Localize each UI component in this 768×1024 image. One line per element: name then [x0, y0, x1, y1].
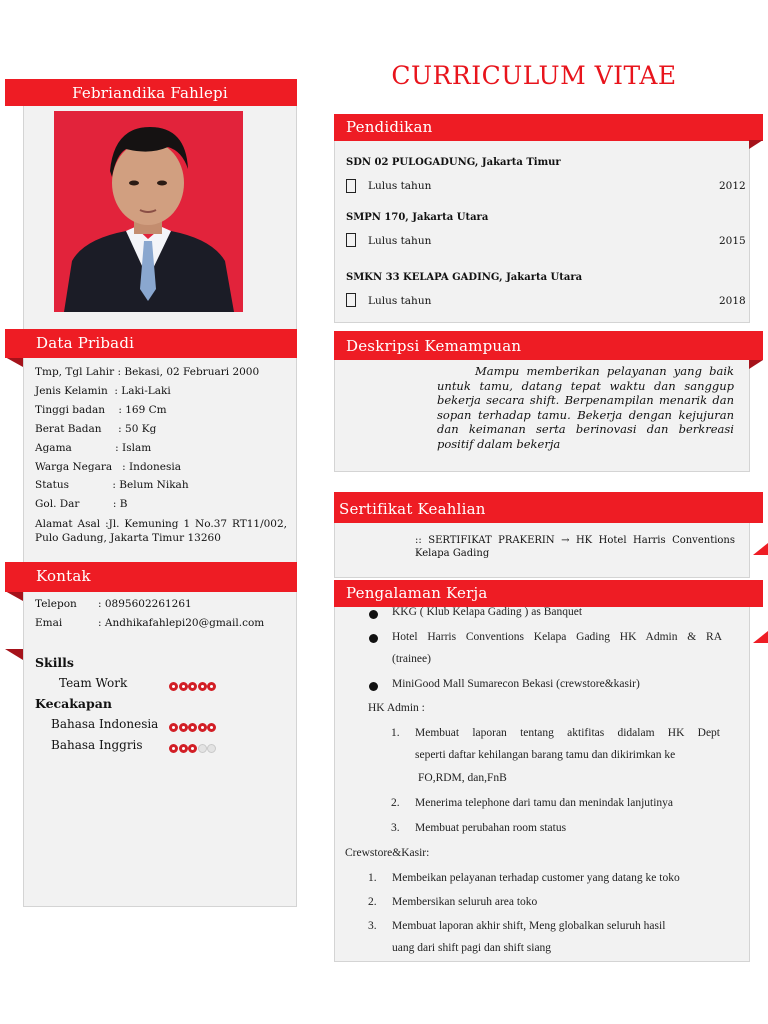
- graduation-label: Lulus tahun: [368, 180, 432, 192]
- hk-item-line: FO,RDM, dan,FnB: [418, 772, 507, 784]
- personal-row: Tinggi badan : 169 Cm: [35, 404, 167, 416]
- margin-fold: [5, 649, 23, 660]
- rating-star-icon: [179, 723, 188, 732]
- language-heading: Kecakapan: [35, 696, 112, 711]
- rating-star-icon: [188, 723, 197, 732]
- hk-admin-heading: HK Admin :: [368, 702, 425, 714]
- rating-star-icon: [198, 723, 207, 732]
- ribbon-fold: [749, 360, 763, 369]
- deskripsi-header: [334, 331, 763, 360]
- bullet-icon: [369, 634, 378, 643]
- rating-star-icon: [169, 682, 178, 691]
- address: Alamat Asal :Jl. Kemuning 1 No.37 RT11/002, Pulo Gadung, Jakarta Timur 13260: [35, 518, 287, 544]
- hk-item-line: Menerima telephone dari tamu dan menindak lanjutinya: [415, 797, 674, 809]
- personal-row: Agama : Islam: [35, 442, 152, 454]
- rating-star-icon: [198, 744, 207, 753]
- language-row: [51, 717, 271, 733]
- school-name: SMPN 170, Jakarta Utara: [346, 212, 489, 223]
- margin-fold: [753, 631, 768, 643]
- crew-item-line: Membuat laporan akhir shift, Meng globalkan seluruh hasil: [392, 920, 666, 932]
- margin-fold: [753, 543, 768, 555]
- experience-item: (trainee): [392, 653, 431, 665]
- personal-row: Warga Negara : Indonesia: [35, 461, 181, 473]
- pengalaman-header: [334, 580, 763, 607]
- bullet-icon: [369, 682, 378, 691]
- data-pribadi-title: Data Pribadi: [36, 334, 135, 352]
- skill-row: [59, 676, 259, 692]
- language-rating: [169, 719, 217, 737]
- rating-star-icon: [179, 744, 188, 753]
- language-name: Bahasa Indonesia: [51, 717, 159, 731]
- checkbox-icon: [346, 179, 356, 193]
- graduation-year: 2015: [719, 235, 746, 247]
- document-title: CURRICULUM VITAE: [391, 61, 677, 90]
- graduation-label: Lulus tahun: [368, 235, 432, 247]
- deskripsi-title: Deskripsi Kemampuan: [346, 337, 522, 355]
- sertifikat-title: Sertifikat Keahlian: [339, 500, 486, 518]
- graduation-year: 2018: [719, 295, 746, 307]
- pendidikan-title: Pendidikan: [346, 118, 433, 136]
- crew-item-line: uang dari shift pagi dan shift siang: [392, 942, 552, 954]
- bullet-icon: [369, 610, 378, 619]
- pendidikan-header: [334, 114, 763, 141]
- rating-star-icon: [188, 682, 197, 691]
- experience-item: KKG ( Klub Kelapa Gading ) as Banquet: [392, 606, 583, 618]
- person-portrait-icon: [54, 111, 243, 312]
- checkbox-icon: [346, 293, 356, 307]
- person-name: Febriandika Fahlepi: [72, 84, 228, 102]
- personal-row: Gol. Dar : B: [35, 498, 128, 510]
- phone-label: Telepon: [35, 598, 77, 610]
- checkbox-icon: [346, 233, 356, 247]
- ribbon-fold: [5, 591, 23, 601]
- certificate-text: :: SERTIFIKAT PRAKERIN → HK Hotel Harris Conventions Kelapa Gading: [415, 535, 735, 559]
- personal-row: Tmp, Tgl Lahir : Bekasi, 02 Februari 2000: [35, 366, 260, 378]
- skill-description: Mampu memberikan pelayanan yang baik untuk tamu, datang tepat waktu dan sanggup bekerja secara shift. Berpenampilan menarik dan sopan terhadap tamu. Bekerja dengan kejujuran dan keimanan serta berinovasi dan berkreasi positif dalam bekerja: [437, 364, 734, 451]
- sertifikat-header: [334, 492, 763, 523]
- crew-item-number: 2.: [368, 896, 377, 908]
- rating-star-icon: [207, 744, 216, 753]
- experience-item: MiniGood Mall Sumarecon Bekasi (crewstore&kasir): [392, 678, 640, 690]
- hk-item-line: Membuat perubahan room status: [415, 822, 567, 834]
- crew-item-number: 3.: [368, 920, 377, 932]
- skill-name: Team Work: [59, 676, 128, 690]
- pengalaman-title: Pengalaman Kerja: [346, 584, 488, 602]
- rating-star-icon: [207, 723, 216, 732]
- school-name: SMKN 33 KELAPA GADING, Jakarta Utara: [346, 272, 583, 283]
- experience-item: Hotel Harris Conventions Kelapa Gading HK Admin & RA: [392, 631, 722, 643]
- hk-item-number: 2.: [391, 797, 400, 809]
- email-value: : Andhikafahlepi20@gmail.com: [98, 617, 265, 629]
- crewstore-heading: Crewstore&Kasir:: [345, 847, 430, 859]
- profile-photo: [54, 111, 243, 312]
- ribbon-fold: [5, 357, 23, 367]
- name-banner: [5, 79, 297, 106]
- hk-item-line: Membuat laporan tentang aktifitas didalam HK Dept: [415, 727, 720, 739]
- rating-star-icon: [179, 682, 188, 691]
- language-name: Bahasa Inggris: [51, 738, 143, 752]
- ribbon-fold: [749, 140, 763, 149]
- rating-star-icon: [169, 723, 178, 732]
- hk-item-line: seperti daftar kehilangan barang tamu dan dikirimkan ke: [415, 749, 676, 761]
- language-row: [51, 738, 271, 754]
- rating-star-icon: [207, 682, 216, 691]
- crew-item-line: Membeikan pelayanan terhadap customer yang datang ke toko: [392, 872, 680, 884]
- personal-row: Jenis Kelamin : Laki-Laki: [35, 385, 171, 397]
- graduation-year: 2012: [719, 180, 746, 192]
- school-name: SDN 02 PULOGADUNG, Jakarta Timur: [346, 157, 561, 168]
- rating-star-icon: [188, 744, 197, 753]
- language-rating: [169, 740, 217, 758]
- rating-star-icon: [198, 682, 207, 691]
- rating-star-icon: [169, 744, 178, 753]
- hk-item-number: 1.: [391, 727, 400, 739]
- kontak-title: Kontak: [36, 567, 91, 585]
- personal-row: Status : Belum Nikah: [35, 479, 189, 491]
- skills-heading: Skills: [35, 655, 74, 670]
- email-label: Emai: [35, 617, 63, 629]
- skill-rating: [169, 678, 217, 696]
- crew-item-number: 1.: [368, 872, 377, 884]
- phone-value: : 0895602261261: [98, 598, 192, 610]
- data-pribadi-header: [5, 329, 297, 358]
- kontak-header: [5, 562, 297, 592]
- hk-item-number: 3.: [391, 822, 400, 834]
- graduation-label: Lulus tahun: [368, 295, 432, 307]
- crew-item-line: Membersikan seluruh area toko: [392, 896, 538, 908]
- personal-row: Berat Badan : 50 Kg: [35, 423, 157, 435]
